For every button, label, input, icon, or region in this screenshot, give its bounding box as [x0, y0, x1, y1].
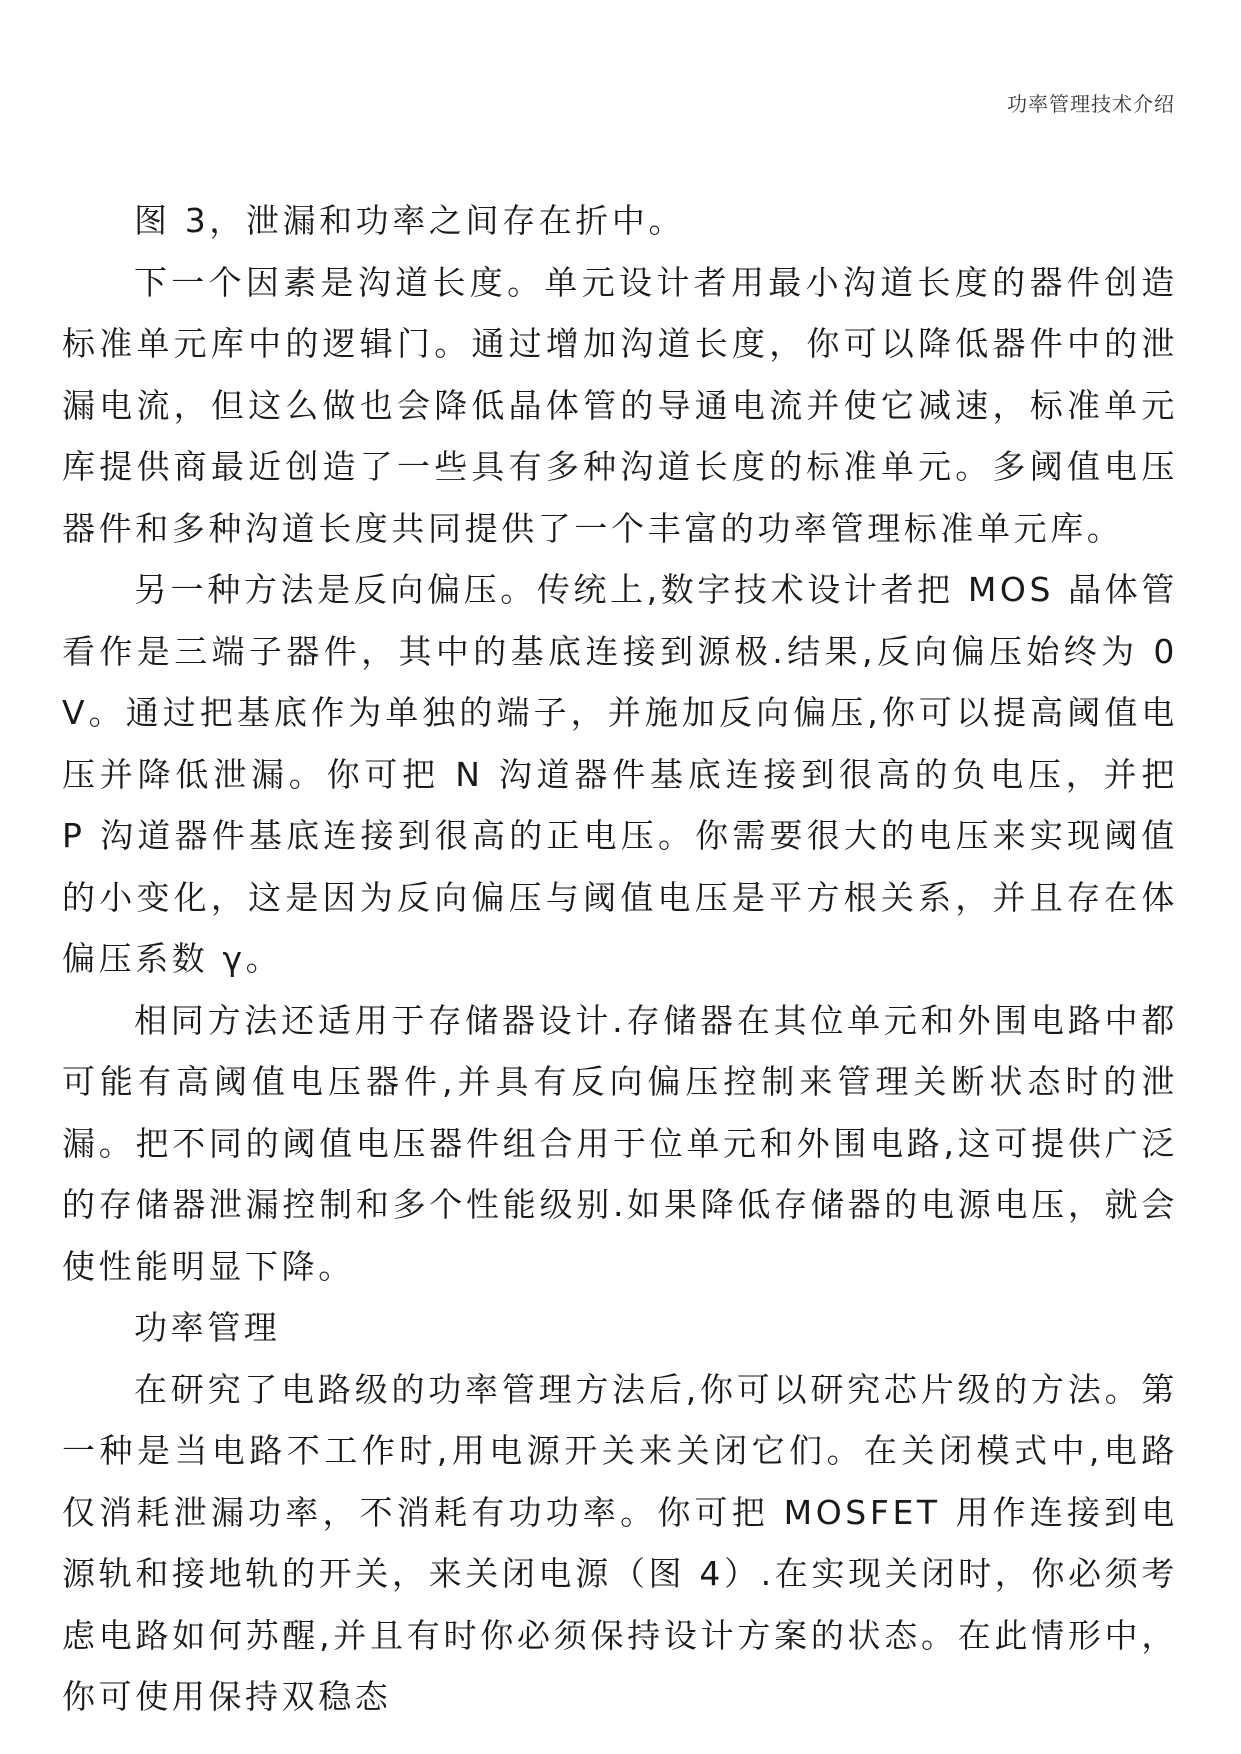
paragraph-chip-level: 在研究了电路级的功率管理方法后,你可以研究芯片级的方法。第一种是当电路不工作时,用电源开关来关闭它们。在关闭模式中,电路仅消耗泄漏功率，不消耗有功功率。你可把 MOSFET 用作连接到电源轨和接地轨的开关，来关闭电源（图 4）.在实现关闭时，你必须考虑电路如何苏醒,并且有时你必须保持设计方案的状态。在此情形中，你可使用保持双稳态: [62, 1369, 1178, 1716]
document-body: [62, 190, 1178, 1728]
section-heading-power-management: 功率管理: [134, 1308, 281, 1347]
paragraph-channel-length: 下一个因素是沟道长度。单元设计者用最小沟道长度的器件创造标准单元库中的逻辑门。通过增加沟道长度，你可以降低器件中的泄漏电流，但这么做也会降低晶体管的导通电流并使它减速，标准单元库提供商最近创造了一些具有多种沟道长度的标准单元。多阈值电压器件和多种沟道长度共同提供了一个丰富的功率管理标准单元库。: [62, 262, 1178, 548]
paragraph-memory-design: 相同方法还适用于存储器设计.存储器在其位单元和外围电路中都可能有高阈值电压器件,并具有反向偏压控制来管理关断状态时的泄漏。把不同的阈值电压器件组合用于位单元和外围电路,这可提供广泛的存储器泄漏控制和多个性能级别.如果降低存储器的电源电压，就会使性能明显下降。: [62, 1000, 1178, 1286]
paragraph-figure-caption: 图 3，泄漏和功率之间存在折中。: [134, 201, 686, 240]
paragraph-reverse-bias: 另一种方法是反向偏压。传统上,数字技术设计者把 MOS 晶体管看作是三端子器件，其中的基底连接到源极.结果,反向偏压始终为 0 V。通过把基底作为单独的端子，并施加反向偏压,你可以提高阈值电压并降低泄漏。你可把 N 沟道器件基底连接到很高的负电压，并把 P 沟道器件基底连接到很高的正电压。你需要很大的电压来实现阈值的小变化，这是因为反向偏压与阈值电压是平方根关系，并且存在体偏压系数 γ。: [62, 570, 1178, 978]
page-header: 功率管理技术介绍: [1007, 92, 1175, 116]
